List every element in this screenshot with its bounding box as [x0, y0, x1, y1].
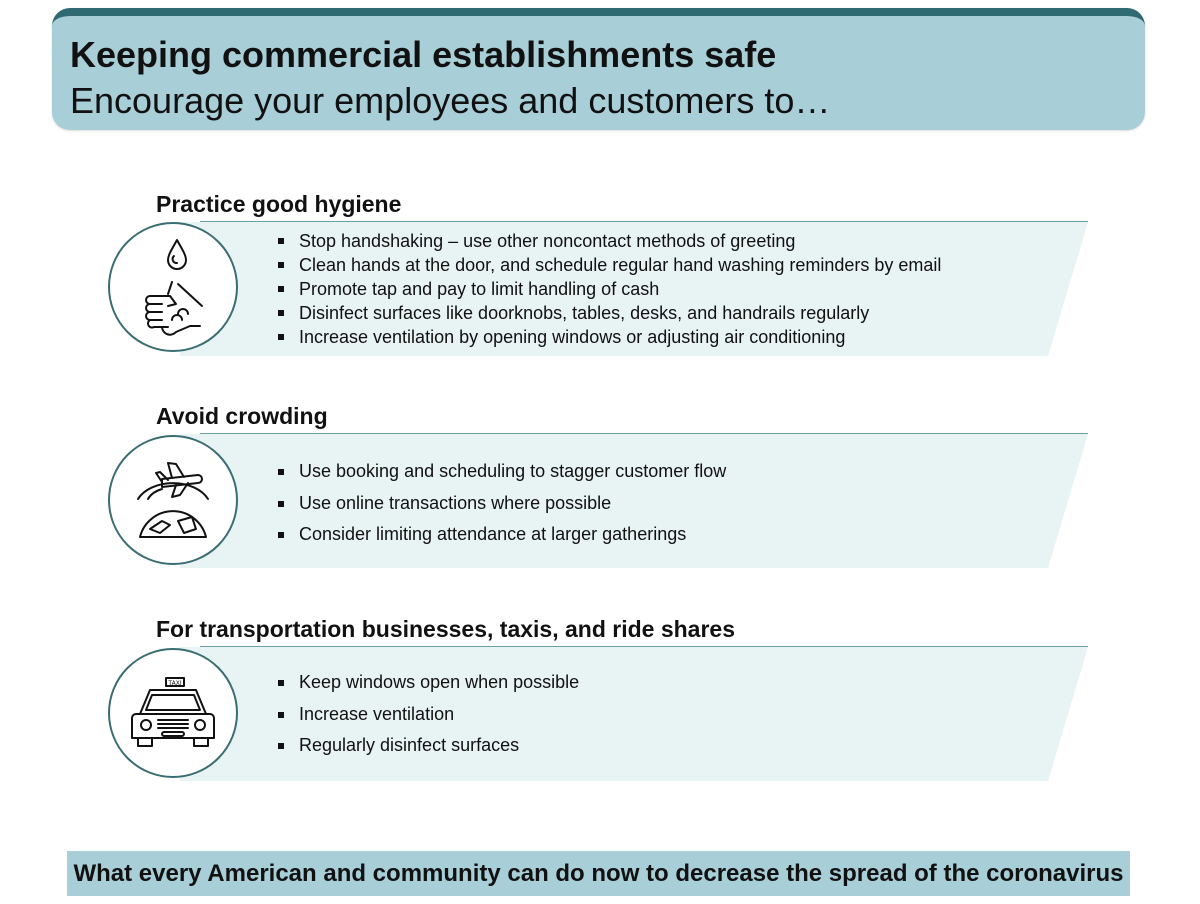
list-item: Clean hands at the door, and schedule regular hand washing reminders by email: [276, 253, 941, 277]
list-item: Increase ventilation: [276, 699, 579, 731]
list-item: Increase ventilation by opening windows or adjusting air conditioning: [276, 325, 941, 349]
list-item: Stop handshaking – use other noncontact methods of greeting: [276, 229, 941, 253]
footer-text: What every American and community can do now to decrease the spread of the coronavirus: [73, 859, 1124, 887]
section-divider: [200, 646, 1088, 647]
crowding-list: [276, 456, 726, 551]
section-divider: [200, 433, 1088, 434]
list-item: Consider limiting attendance at larger gatherings: [276, 519, 726, 551]
list-item: Disinfect surfaces like doorknobs, tables, desks, and handrails regularly: [276, 301, 941, 325]
section-divider: [200, 221, 1088, 222]
list-item: Promote tap and pay to limit handling of cash: [276, 277, 941, 301]
section-title-transportation: For transportation businesses, taxis, and ride shares: [156, 616, 736, 642]
list-item: Regularly disinfect surfaces: [276, 730, 579, 762]
header-banner: [52, 8, 1145, 130]
list-item: Use booking and scheduling to stagger customer flow: [276, 456, 726, 488]
list-item: Keep windows open when possible: [276, 667, 579, 699]
transportation-list: [276, 667, 579, 762]
hand-hygiene-icon: [108, 222, 238, 352]
airplane-globe-icon: [108, 435, 238, 565]
page-subtitle: Encourage your employees and customers to…: [70, 80, 831, 121]
taxi-sign-text: TAXI: [168, 680, 182, 687]
list-item: Use online transactions where possible: [276, 488, 726, 520]
hygiene-list: [276, 229, 941, 349]
section-title-hygiene: Practice good hygiene: [156, 191, 402, 217]
footer-banner: [67, 851, 1130, 896]
section-title-crowding: Avoid crowding: [156, 403, 328, 429]
page-title: Keeping commercial establishments safe: [70, 34, 777, 75]
taxi-icon: [108, 648, 238, 778]
